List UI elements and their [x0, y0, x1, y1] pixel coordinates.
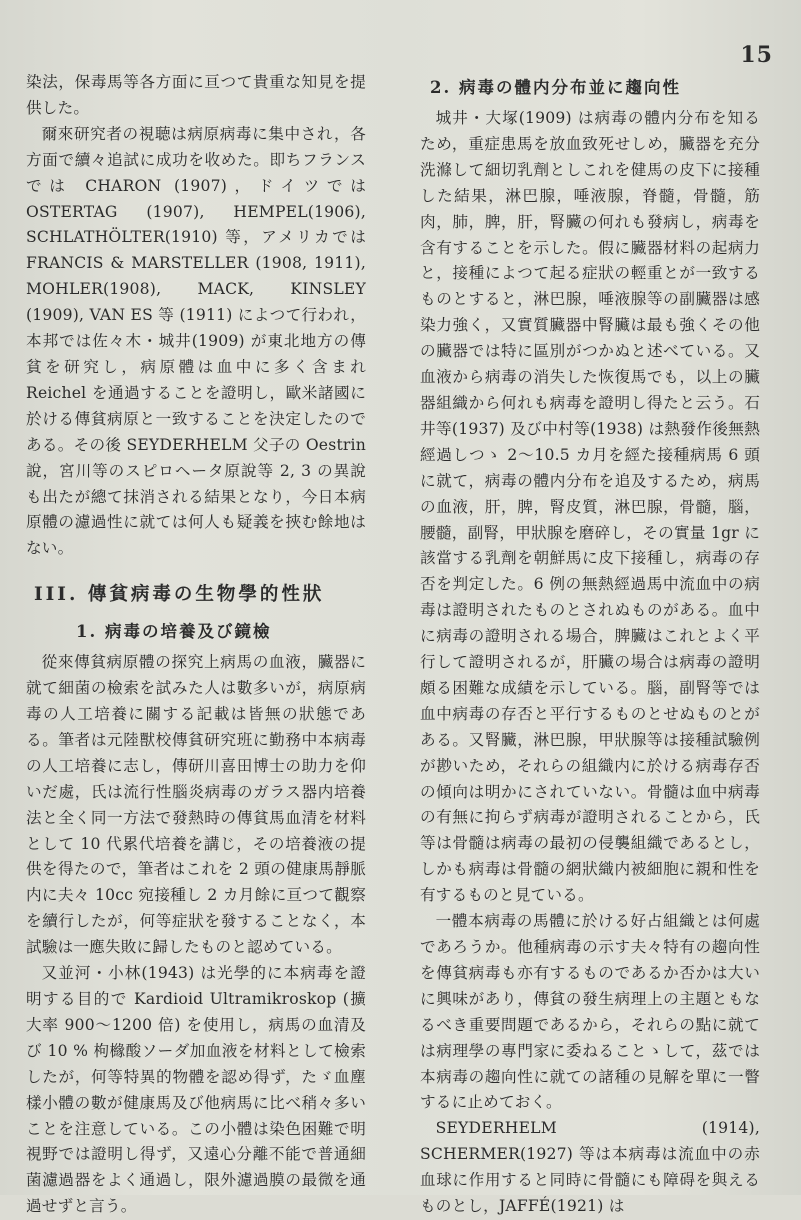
right-column [420, 70, 760, 1220]
left-column [26, 70, 366, 1220]
section-heading-1: 1. 病毒の培養及び鏡檢 [76, 622, 272, 642]
chapter-heading: III. 傳貧病毒の生物學的性狀 [34, 584, 325, 606]
left-paragraph-3: 從來傳貧病原體の探究上病馬の血液，臟器に就て細菌の檢索を試みた人は數多いが，病原病毒の人工培養に關する記載は皆無の狀態である。筆者は元陸獸校傳貧研究班に勤務中本病毒の人工培養に志し，傳研川喜田博士の助力を仰いだ處，氏は流行性腦炎病毒のガラス器内培養法と全く同一方法で發熱時の傳貧馬血清を材料として 10 代累代培養を講じ，その培養液の提供を得たので，筆者はこれを 2 頭の健康馬靜脈内に夫々 10cc 宛接種し 2 カ月餘に亘つて觀察を續行したが，何等症狀を發することなく，本試驗は一應失敗に歸したものと認めている。 [26, 653, 366, 957]
page-number: 15 [740, 42, 773, 68]
left-paragraph-1: 染法，保毒馬等各方面に亘つて貴重な知見を提供した。 [26, 73, 366, 117]
left-paragraph-2: 爾來研究者の視聴は病原病毒に集中され，各方面で續々追試に成功を收めた。即ちフランスでは CHARON (1907)，ドイツでは OSTERTAG (1907), HEMPEL(1906), SCHLATHÖLTER(1910) 等，アメリカでは FRANCIS & MARSTELLER (1908, 1911), MOHLER(1908), MACK, KINSLEY (1909), VAN ES 等 (1911) によつて行われ，本邦では佐々木・城井(1909) が東北地方の傳貧を研究し，病原體は血中に多く含まれ Reichel を通過することを證明し，歐米諸國に於ける傳貧病原と一致することを決定したのである。その後 SEYDERHELM 父子の Oestrin 說，宮川等のスピロヘータ原說等 2, 3 の異說も出たが總て抹消される結果となり，今日本病原體の濾過性に就ては何人も疑義を挾む餘地はない。 [26, 124, 366, 558]
section-heading-2: 2. 病毒の體内分布並に趨向性 [430, 78, 681, 97]
right-paragraph-2: 一體本病毒の馬體に於ける好占組織とは何處であろうか。他種病毒の示す夫々特有の趨向性を傳貧病毒も亦有するものであるか否かは大いに興味があり，傳貧の發生病理上の主題ともなるべき重要問題であるから，それらの點に就ては病理學の專門家に委ねることゝして，茲では本病毒の趨向性に就ての諸種の見解を單に一瞥するに止めておく。 [420, 912, 760, 1112]
left-paragraph-4: 又並河・小林(1943) は光學的に本病毒を證明する目的で Kardioid Ultramikroskop (擴大率 900〜1200 倍) を使用し，病馬の血清及び 10 % 枸櫞酸ソーダ加血液を材料として檢索したが，何等特異的物體を認め得ず，たゞ血塵樣小體の數が健康馬及び他病馬に比べ稍々多いことを注意している。この小體は染色困難で明視野では證明し得ず，又遠心分離不能で普通細菌濾過器をよく通過し，限外濾過膜の最微を通過せずと言う。 [26, 964, 366, 1216]
right-paragraph-3: SEYDERHELM (1914), SCHERMER(1927) 等は本病毒は流血中の赤血球に作用すると同時に骨髓にも障碍を與えるものとし，JAFFÉ(1921) は [420, 1119, 760, 1216]
right-paragraph-1: 城井・大塚(1909) は病毒の體内分布を知るため，重症患馬を放血致死せしめ，臟器を充分洗滌して細切乳劑としこれを健馬の皮下に接種した結果，淋巴腺，唾液腺，脊髓，骨髓，筋肉，肺，脾，肝，腎臟の何れも發病し，病毒を含有することを示した。假に臟器材料の起病力と，接種によつて起る症狀の輕重とが一致するものとすると，淋巴腺，唾液腺等の副臟器は感染力強く，又實質臟器中腎臟は最も強くその他の臟器では特に區別がつかぬと述べている。又血液から病毒の消失した恢復馬でも，以上の臟器組織から何れも病毒を證明し得たと云う。石井等(1937) 及び中村等(1938) は熱發作後無熱經過しつゝ 2〜10.5 カ月を經た接種病馬 6 頭に就て，病毒の體内分布を追及するため，病馬の血液，肝，脾，腎皮質，淋巴腺，骨髓，腦，腰髓，副腎，甲狀腺を磨碎し，その實量 1gr に該當する乳劑を朝鮮馬に皮下接種し，病毒の存否を判定した。6 例の無熱經過馬中流血中の病毒は證明されたものとされぬものがある。血中に病毒の證明される場合，脾臟はこれとよく平行して證明されるが，肝臟の場合は病毒の證明頗る困難な成績を示している。腦，副腎等では血中病毒の存否と平行するものとせぬものとがある。又腎臟，淋巴腺，甲狀腺等は接種試驗例が尠いため，それらの組織内に於ける病毒存否の傾向は明かにされていない。骨髓は血中病毒の有無に拘らず病毒が證明されることから，氏等は骨髓は病毒の最初の侵襲組織であるとし，しかも病毒は骨髓の網狀織内被細胞に親和性を有するものと見ている。 [420, 109, 760, 905]
